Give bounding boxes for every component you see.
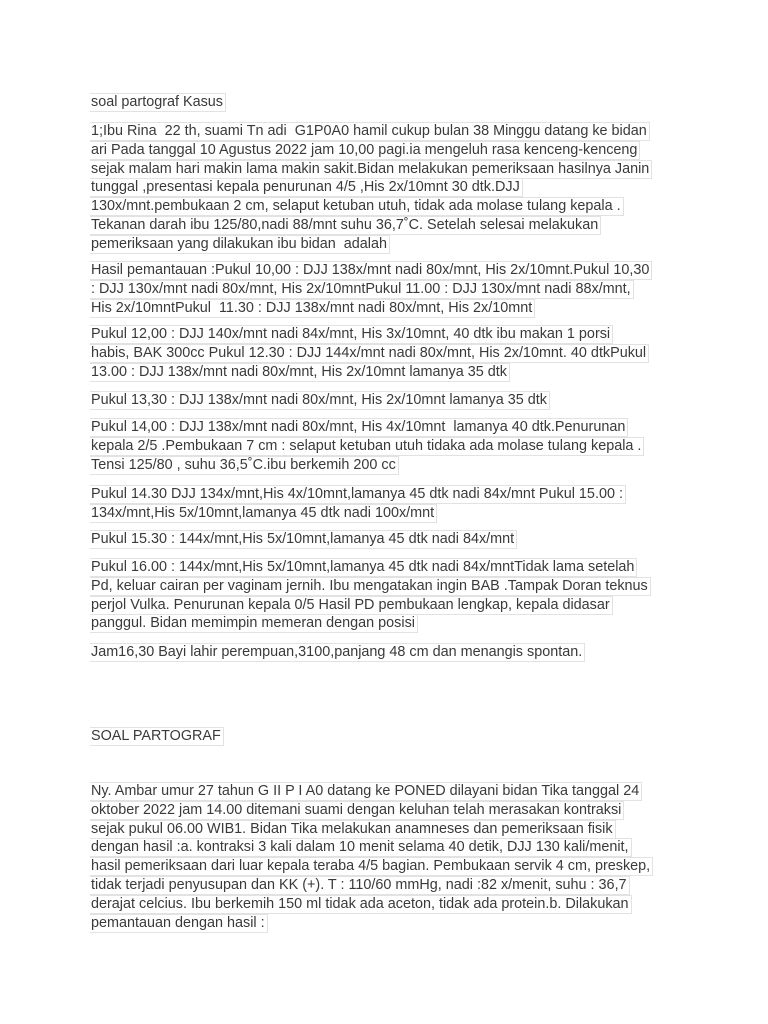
text-line: habis, BAK 300cc Pukul 12.30 : DJJ 144x/mnt nadi 80x/mnt, His 2x/10mnt. 40 dtkPukul (90, 344, 649, 363)
text-line: His 2x/10mntPukul 11.30 : DJJ 138x/mnt nadi 80x/mnt, His 2x/10mnt (90, 299, 535, 318)
text-line: Ny. Ambar umur 27 tahun G II P I A0 datang ke PONED dilayani bidan Tika tanggal 24 (90, 782, 642, 801)
case-1-monitoring-paragraph (90, 261, 690, 317)
text-line: 1;Ibu Rina 22 th, suami Tn adi G1P0A0 hamil cukup bulan 38 Minggu datang ke bidan (90, 122, 650, 141)
text-line: Tekanan darah ibu 125/80,nadi 88/mnt suhu 36,7˚C. Setelah selesai melakukan (90, 216, 601, 235)
case-1-monitoring-paragraph (90, 530, 690, 549)
text-line: Pukul 12,00 : DJJ 140x/mnt nadi 84x/mnt, His 3x/10mnt, 40 dtk ibu makan 1 porsi (90, 325, 613, 344)
text-line: : DJJ 130x/mnt nadi 80x/mnt, His 2x/10mntPukul 11.00 : DJJ 130x/mnt nadi 88x/mnt, (90, 280, 634, 299)
text-line: oktober 2022 jam 14.00 ditemani suami dengan keluhan telah merasakan kontraksi (90, 801, 624, 820)
text-line: perjol Vulka. Penurunan kepala 0/5 Hasil PD pembukaan lengkap, kepala didasar (90, 596, 613, 615)
text-line: 130x/mnt.pembukaan 2 cm, selaput ketuban utuh, tidak ada molase tulang kepala . (90, 197, 624, 216)
text-line: Pukul 16.00 : 144x/mnt,His 5x/10mnt,lamanya 45 dtk nadi 84x/mntTidak lama setelah (90, 558, 637, 577)
text-line: derajat celcius. Ibu berkemih 150 ml tidak ada aceton, tidak ada protein.b. Dilakukan (90, 895, 632, 914)
text-line: 13.00 : DJJ 138x/mnt nadi 80x/mnt, His 2x/10mnt lamanya 35 dtk (90, 363, 510, 382)
case-2-paragraph (90, 782, 690, 932)
section-title-kasus (90, 93, 690, 112)
text-line: tidak terjadi penyusupan dan KK (+). T : 110/60 mmHg, nadi :82 x/menit, suhu : 36,7 (90, 876, 630, 895)
text-line: dengan hasil :a. kontraksi 3 kali dalam 10 menit selama 40 detik, DJJ 130 kali/menit, (90, 838, 632, 857)
text-line: ari Pada tanggal 10 Agustus 2022 jam 10,00 pagi.ia mengeluh rasa kenceng-kenceng (90, 141, 640, 160)
case-1-intro-paragraph (90, 122, 690, 254)
case-1-monitoring-paragraph (90, 558, 690, 633)
text-line: pemantauan dengan hasil : (90, 914, 268, 933)
text-line: Pukul 15.30 : 144x/mnt,His 5x/10mnt,lamanya 45 dtk nadi 84x/mnt (90, 530, 517, 549)
text-line: 134x/mnt,His 5x/10mnt,lamanya 45 dtk nadi 100x/mnt (90, 504, 437, 523)
text-line: Tensi 125/80 , suhu 36,5˚C.ibu berkemih 200 cc (90, 456, 399, 475)
text-line: Pd, keluar cairan per vaginam jernih. Ibu mengatakan ingin BAB .Tampak Doran teknus (90, 577, 651, 596)
text-line: Hasil pemantauan :Pukul 10,00 : DJJ 138x/mnt nadi 80x/mnt, His 2x/10mnt.Pukul 10,30 (90, 261, 652, 280)
text-line: Pukul 13,30 : DJJ 138x/mnt nadi 80x/mnt, His 2x/10mnt lamanya 35 dtk (90, 391, 550, 410)
text-line: tunggal ,presentasi kepala penurunan 4/5 ,His 2x/10mnt 30 dtk.DJJ (90, 178, 523, 197)
case-1-monitoring-paragraph (90, 325, 690, 381)
text-line: pemeriksaan yang dilakukan ibu bidan adalah (90, 235, 390, 254)
case-1-birth-paragraph (90, 643, 690, 662)
text-line: Jam16,30 Bayi lahir perempuan,3100,panjang 48 cm dan menangis spontan. (90, 643, 585, 662)
text-line: sejak pukul 06.00 WIB1. Bidan Tika melakukan anamneses dan pemeriksaan fisik (90, 820, 616, 839)
text-line: hasil pemeriksaan dari luar kepala teraba 4/5 bagian. Pembukaan servik 4 cm, preskep, (90, 857, 653, 876)
text-line: panggul. Bidan memimpin memeran dengan posisi (90, 614, 418, 633)
section-title-partograf (90, 727, 690, 746)
text-line: Pukul 14.30 DJJ 134x/mnt,His 4x/10mnt,lamanya 45 dtk nadi 84x/mnt Pukul 15.00 : (90, 485, 626, 504)
text-line: Pukul 14,00 : DJJ 138x/mnt nadi 80x/mnt, His 4x/10mnt lamanya 40 dtk.Penurunan (90, 418, 628, 437)
text-line: SOAL PARTOGRAF (90, 727, 224, 746)
case-1-monitoring-paragraph (90, 485, 690, 523)
case-1-monitoring-paragraph (90, 418, 690, 474)
text-line: sejak malam hari makin lama makin sakit.Bidan melakukan pemeriksaan hasilnya Janin (90, 160, 652, 179)
text-line: kepala 2/5 .Pembukaan 7 cm : selaput ketuban utuh tidaka ada molase tulang kepala . (90, 437, 644, 456)
case-1-monitoring-paragraph (90, 391, 690, 410)
text-line: soal partograf Kasus (90, 93, 226, 112)
